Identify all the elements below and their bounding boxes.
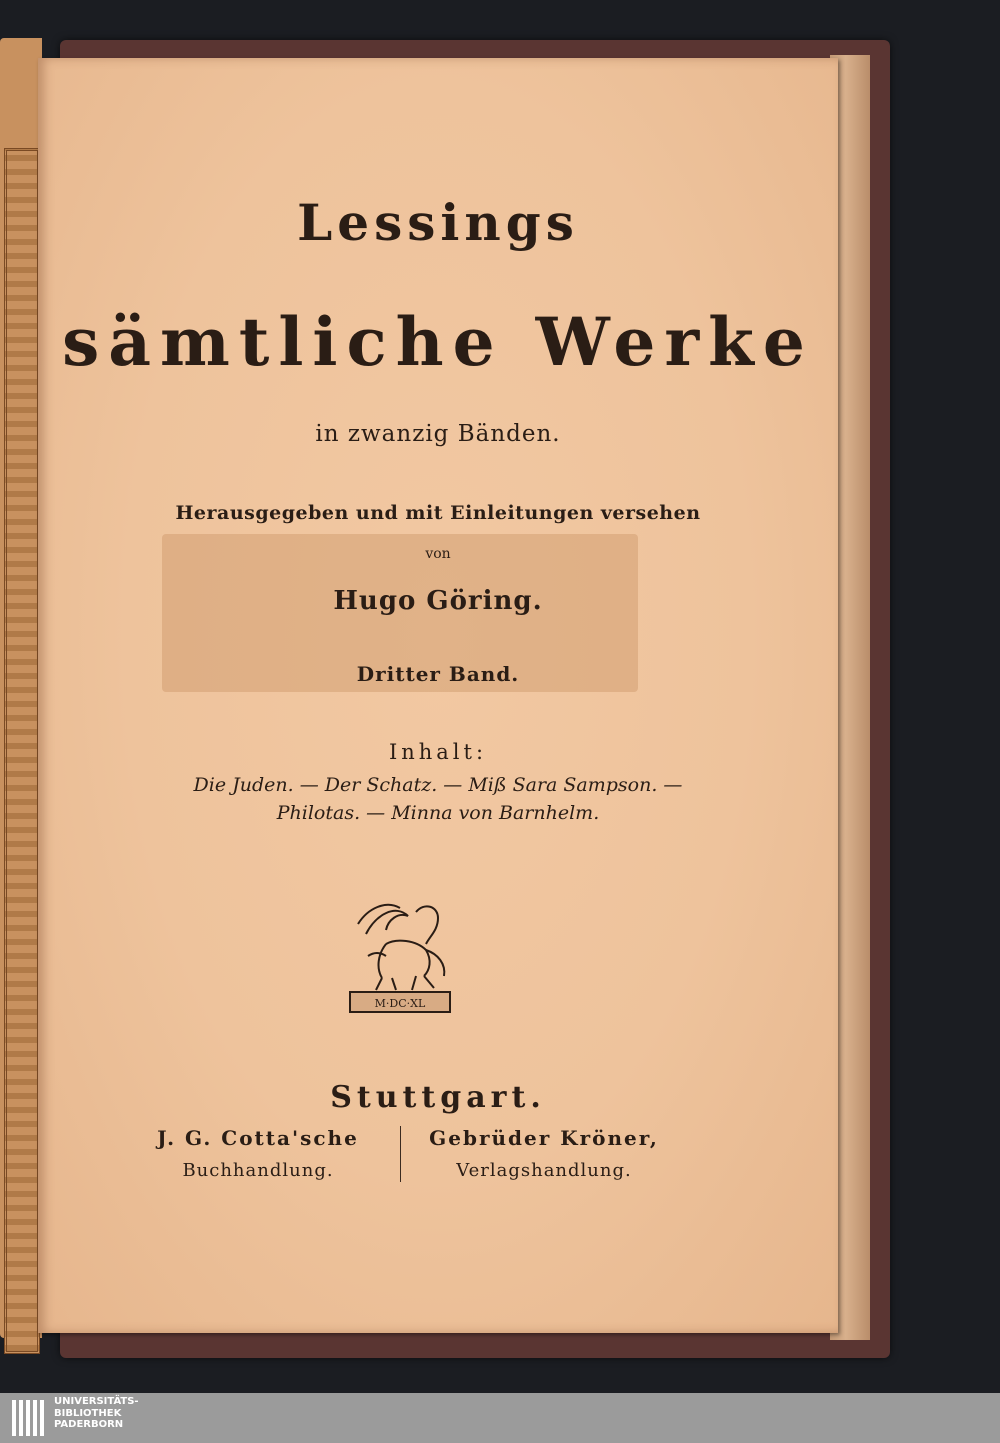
subtitle: in zwanzig Bänden. <box>315 421 561 447</box>
editor-note: Herausgegeben und mit Einleitungen versehen <box>175 502 701 524</box>
library-name <box>54 1396 139 1431</box>
imprint-place: Stuttgart. <box>330 1080 546 1115</box>
volume-label: Dritter Band. <box>356 662 520 686</box>
griffin-emblem-icon <box>346 894 454 1014</box>
publisher-right-name: Gebrüder Kröner, <box>429 1126 659 1150</box>
editor-name: Hugo Göring. <box>333 586 543 616</box>
publisher-right <box>414 1126 674 1181</box>
contents-label: Inhalt: <box>388 740 488 764</box>
ornamental-border <box>4 148 40 1354</box>
university-library-logo-icon <box>8 1396 50 1440</box>
editor-von: von <box>425 546 451 562</box>
title-line-1: Lessings <box>297 193 579 252</box>
publisher-left-type: Buchhandlung. <box>182 1160 334 1181</box>
contents-line-2: Philotas. — Minna von Barnhelm. <box>276 802 600 824</box>
title-page <box>38 58 838 1333</box>
footer-bar <box>0 1393 1000 1443</box>
title-line-2: sämtliche Werke <box>62 303 814 381</box>
publisher-right-type: Verlagshandlung. <box>456 1160 632 1181</box>
library-name-line-2: BIBLIOTHEK <box>54 1407 122 1419</box>
emblem-year: M·DC·XL <box>374 997 426 1010</box>
publisher-left <box>138 1126 378 1181</box>
contents-line-1: Die Juden. — Der Schatz. — Miß Sara Sampson. — <box>193 774 683 796</box>
publisher-left-name: J. G. Cotta'sche <box>157 1126 359 1150</box>
publisher-divider <box>400 1126 401 1182</box>
facing-page <box>0 38 42 1338</box>
library-name-line-1: UNIVERSITÄTS- <box>54 1396 139 1407</box>
library-name-line-3: PADERBORN <box>54 1419 124 1430</box>
